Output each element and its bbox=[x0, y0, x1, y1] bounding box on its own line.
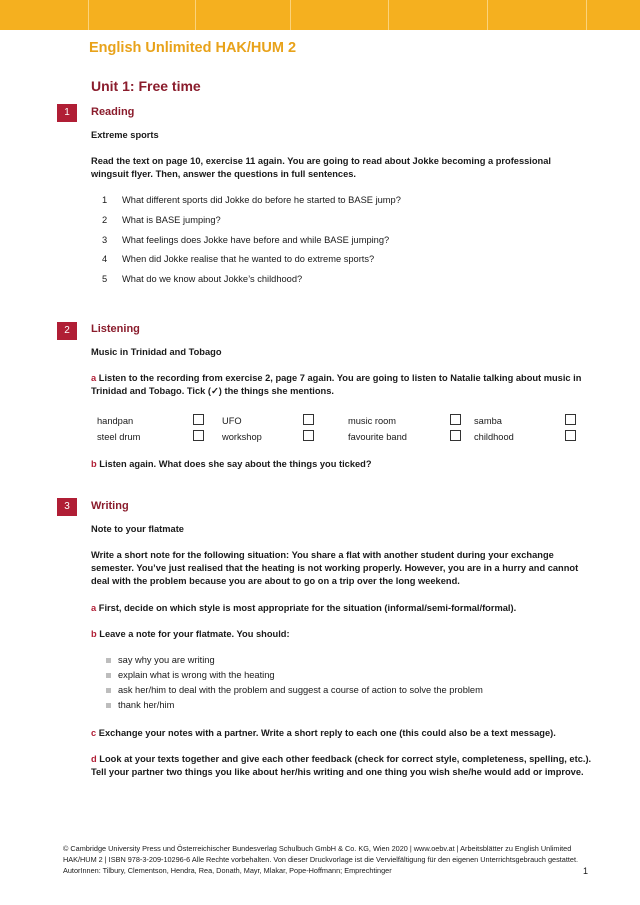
task-letter: a bbox=[91, 603, 97, 613]
brand-title: English Unlimited HAK/HUM 2 bbox=[89, 40, 297, 56]
checkbox[interactable] bbox=[565, 414, 576, 425]
section-heading-reading: Reading bbox=[91, 106, 135, 118]
checklist-label: childhood bbox=[474, 432, 514, 442]
bullet-text: ask her/him to deal with the problem and suggest a course of action to solve the problem bbox=[118, 685, 483, 695]
question-number: 4 bbox=[102, 254, 108, 264]
banner-divider bbox=[88, 0, 89, 30]
task-b bbox=[91, 628, 591, 641]
task-letter: a bbox=[91, 373, 97, 383]
section-subheading: Note to your flatmate bbox=[91, 524, 184, 534]
task-a bbox=[91, 602, 591, 615]
question-text: When did Jokke realise that he wanted to do extreme sports? bbox=[122, 254, 375, 264]
task-letter: b bbox=[91, 459, 97, 469]
bullet-icon bbox=[106, 658, 111, 663]
question-number: 5 bbox=[102, 274, 108, 284]
task-text: Look at your texts together and give each other feedback (check for correct style, completeness, spelling, etc.). Tell your partner two things you like about her/his writing and one thing you wish she/he would add or improve. bbox=[91, 754, 592, 777]
task-text: Leave a note for your flatmate. You should: bbox=[99, 629, 290, 639]
checklist-label: handpan bbox=[97, 416, 134, 426]
checkbox[interactable] bbox=[303, 414, 314, 425]
task-text: Listen to the recording from exercise 2, page 7 again. You are going to listen to Natalie talking about music in Trinidad and Tobago. Tick (✓) the things she mentions. bbox=[91, 373, 582, 396]
task-d bbox=[91, 753, 596, 779]
question-text: What is BASE jumping? bbox=[122, 215, 221, 225]
section-number-1: 1 bbox=[57, 104, 77, 122]
checkbox[interactable] bbox=[450, 430, 461, 441]
section-subheading: Extreme sports bbox=[91, 130, 159, 140]
bullet-icon bbox=[106, 703, 111, 708]
bullet-icon bbox=[106, 673, 111, 678]
banner-divider bbox=[388, 0, 389, 30]
checkbox[interactable] bbox=[565, 430, 576, 441]
section-number-2: 2 bbox=[57, 322, 77, 340]
bullet-text: say why you are writing bbox=[118, 655, 215, 665]
banner-divider bbox=[195, 0, 196, 30]
question-text: What feelings does Jokke have before and while BASE jumping? bbox=[122, 235, 390, 245]
question-number: 1 bbox=[102, 195, 108, 205]
checklist-label: samba bbox=[474, 416, 502, 426]
checkbox[interactable] bbox=[450, 414, 461, 425]
footer-authors: AutorInnen: Tilbury, Clementson, Hendra, Rea, Donath, Mayr, Mlakar, Pope-Hoffmann; Emprechtinger bbox=[63, 866, 392, 875]
task-text: Exchange your notes with a partner. Write a short reply to each one (this could also be a text message). bbox=[98, 728, 556, 738]
footer bbox=[63, 843, 583, 876]
checkbox[interactable] bbox=[193, 414, 204, 425]
task-letter: b bbox=[91, 629, 97, 639]
section-number-3: 3 bbox=[57, 498, 77, 516]
unit-title: Unit 1: Free time bbox=[91, 78, 201, 94]
bullet-icon bbox=[106, 688, 111, 693]
checklist-label: music room bbox=[348, 416, 397, 426]
question-text: What different sports did Jokke do before he started to BASE jump? bbox=[122, 195, 401, 205]
task-c bbox=[91, 727, 596, 740]
bullet-text: thank her/him bbox=[118, 700, 175, 710]
checklist-label: workshop bbox=[222, 432, 262, 442]
section-heading-writing: Writing bbox=[91, 500, 129, 512]
task-a bbox=[91, 372, 596, 398]
bullet-text: explain what is wrong with the heating bbox=[118, 670, 275, 680]
question-text: What do we know about Jokke’s childhood? bbox=[122, 274, 303, 284]
footer-copyright: © Cambridge University Press und Österreichischer Bundesverlag Schulbuch GmbH & Co. KG, Wien 2020 | www.oebv.at | Arbeitsblätter zu English Unlimited HAK/HUM 2 | ISBN 978-3-209-10296-6 Alle Rechte vorbehalten. Von dieser Druckvorlage ist die Vervielfältigung für den eigenen Unterrichtsgebrauch gestattet. bbox=[63, 844, 578, 864]
section-instruction: Read the text on page 10, exercise 11 again. You are going to read about Jokke becoming a professional wingsuit flyer. Then, answer the questions in full sentences. bbox=[91, 156, 551, 179]
checklist-label: favourite band bbox=[348, 432, 407, 442]
section-instruction: Write a short note for the following situation: You share a flat with another student during your exchange semester. You’ve just realised that the heating is not working properly. However, you are in a hurry and cannot deal with the problem because you are about to go on a trip over the long weekend. bbox=[91, 550, 579, 586]
banner-divider bbox=[290, 0, 291, 30]
question-number: 2 bbox=[102, 215, 108, 225]
header-banner bbox=[0, 0, 640, 30]
checklist-label: steel drum bbox=[97, 432, 141, 442]
checkbox[interactable] bbox=[193, 430, 204, 441]
page-number: 1 bbox=[583, 866, 589, 876]
checkbox[interactable] bbox=[303, 430, 314, 441]
task-b bbox=[91, 458, 372, 471]
section-subheading: Music in Trinidad and Tobago bbox=[91, 347, 222, 357]
banner-divider bbox=[586, 0, 587, 30]
task-text: First, decide on which style is most appropriate for the situation (informal/semi-formal/formal). bbox=[98, 603, 517, 613]
section-heading-listening: Listening bbox=[91, 323, 140, 335]
task-letter: d bbox=[91, 754, 97, 764]
question-number: 3 bbox=[102, 235, 108, 245]
checklist-label: UFO bbox=[222, 416, 242, 426]
task-text: Listen again. What does she say about the things you ticked? bbox=[99, 459, 372, 469]
banner-divider bbox=[487, 0, 488, 30]
task-letter: c bbox=[91, 728, 97, 738]
